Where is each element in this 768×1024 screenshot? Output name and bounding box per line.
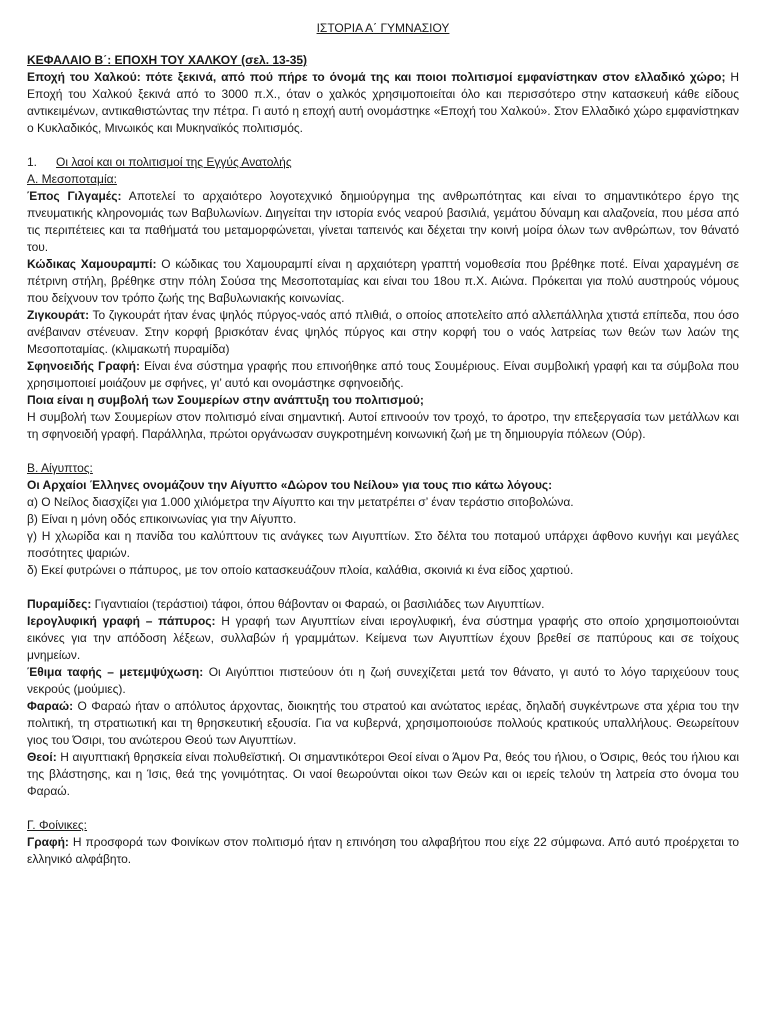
intro-question: Εποχή του Χαλκού: πότε ξεκινά, από πού πήρε το όνομά της και ποιοι πολιτισμοί εμφανίστηκαν στον ελλαδικό χώρο; [27,70,726,84]
chapter-heading: ΚΕΦΑΛΑΙΟ Β΄: ΕΠΟΧΗ ΤΟΥ ΧΑΛΚΟΥ (σελ. 13-35) [27,53,308,67]
egypt-heading: Β. Αίγυπτος: [27,461,93,475]
intro-answer: Η Εποχή του Χαλκού ξεκινά από το 3000 π.Χ., όταν ο χαλκός χρησιμοποιείται όλο και περισσότερο στην κατασκευή κάθε είδους αντικειμένων, αντικαθιστώντας την πέτρα. Γι αυτό η εποχή αυτή ονομάστηκε «Εποχή του Χαλκού». Στον Ελλαδικό χώρο εμφανίστηκαν ο Κυκλαδικός, Μινωικός και Μυκηναϊκός πολιτισμός. [27,70,740,135]
document-title: ΙΣΤΟΡΙΑ Α΄ ΓΥΜΝΑΣΙΟΥ [316,21,450,35]
hieroglyph-paragraph: Ιερογλυφική γραφή – πάπυρος: Η γραφή των Αιγυπτίων είναι ιερογλυφική, ένα σύστημα γραφής στο οποίο χρησιμοποιούνται εικόνες για την απόδοση λέξεων, συλλαβών ή γραμμάτων. Κείμενα των Αιγυπτίων έχουν βρεθεί σε παπύρους και σε τοίχους μνημείων. [27,614,739,662]
nile-gift-question: Οι Αρχαίοι Έλληνες ονομάζουν την Αίγυπτο «Δώρον του Νείλου» για τους πιο κάτω λόγους: [27,478,553,492]
writing-paragraph: Γραφή: Η προσφορά των Φοινίκων στον πολιτισμό ήταν η επινόηση του αλφαβήτου που είχε 22 σύμφωνα. Από αυτό προέρχεται το ελληνικό αλφάβητο. [27,835,739,866]
cuneiform-paragraph: Σφηνοειδής Γραφή: Είναι ένα σύστημα γραφής που επινοήθηκε από τους Σουμέριους. Είναι συμβολική γραφή και τα σύμβολα που χρησιμοποιεί μοιάζουν με σφήνες, γι’ αυτό και ονομάστηκε σφηνοειδής. [27,359,739,390]
chapter-intro [27,69,739,137]
nile-reason-c: γ) Η χλωρίδα και η πανίδα του καλύπτουν τις ανάγκες των Αιγυπτίων. Στο δέλτα του ποταμού υπάρχει άφθονο κυνήγι και μεγάλες ποσότητες ψαριών. [27,529,739,560]
burial-paragraph: Έθιμα ταφής – μετεμψύχωση: Οι Αιγύπτιοι πιστεύουν ότι η ζωή συνεχίζεται μετά τον θάνατο, γι αυτό το λόγο ταριχεύουν τους νεκρούς (μούμιες). [27,665,740,696]
pharaoh-paragraph: Φαραώ: Ο Φαραώ ήταν ο απόλυτος άρχοντας, διοικητής του στρατού και ανώτατος ιερέας, δηλαδή συγκέντρωνε στα χέρια του την πολιτική, τη στρατιωτική και τη θρησκευτική εξουσία. Για να κυβερνά, χρησιμοποιούσε πολλούς κρατικούς υπαλλήλους. Θεωρείτουν γιος του Όσιρι, του ανώτερου Θεού των Αιγυπτίων. [27,699,739,747]
nile-reason-b: β) Είναι η μόνη οδός επικοινωνίας για την Αίγυπτο. [27,512,297,526]
phoenicians-heading: Γ. Φοίνικες: [27,818,88,832]
document-page [27,20,739,868]
hammurabi-paragraph: Κώδικας Χαμουραμπί: Ο κώδικας του Χαμουραμπί είναι η αρχαιότερη γραπτή νομοθεσία που βρέθηκε ποτέ. Είναι χαραγμένη σε πέτρινη στήλη, βρέθηκε στην πόλη Σούσα της Μεσοποταμίας και είναι του 18ου π.Χ. Αιώνα. Πρόκειται για πολύ αυστηρούς νόμους που δείχνουν τον τρόπο ζωής της Βαβυλωνιακής κοινωνίας. [27,257,739,305]
nile-reason-d: δ) Εκεί φυτρώνει ο πάπυρος, με τον οποίο κατασκευάζουν πλοία, καλάθια, σκοινιά κι ένα είδος χαρτιού. [27,563,574,577]
gods-paragraph: Θεοί: Η αιγυπτιακή θρησκεία είναι πολυθεϊστική. Οι σημαντικότεροι Θεοί είναι ο Άμον Ρα, θεός του ήλιου, ο Όσιρις, θεός του ήλιου και της βλάστησης, και η Ίσις, θεά της γονιμότητας. Οι ναοί θεωρούνται οίκοι των Θεών και οι ιερείς τελούν τη λατρεία στο όνομα του Φαραώ. [27,750,739,798]
sumer-question: Ποια είναι η συμβολή των Σουμερίων στην ανάπτυξη του πολιτισμού; [27,393,424,407]
sumer-answer: Η συμβολή των Σουμερίων στον πολιτισμό είναι σημαντική. Αυτοί επινοούν τον τροχό, το άροτρο, την επεξεργασία των μετάλλων και τη σφηνοειδή γραφή. Παράλληλα, πρώτοι οργάνωσαν συγκροτημένη κοινωνική ζωή με τη δημιουργία πόλεων (Ούρ). [27,410,739,441]
ziggurat-paragraph: Ζιγκουράτ: Το ζιγκουράτ ήταν ένας ψηλός πύργος-ναός από πλιθιά, ο οποίος αποτελείτο από αλλεπάλληλα χτιστά επίπεδα, που όσο ανέβαιναν στένευαν. Στην κορφή βρισκόταν ένας ψηλός πύργος και στην κορφή του ο ναός λατρείας των θεών των λαών της Μεσοποταμίας. (κλιμακωτή πυραμίδα) [27,308,739,356]
nile-reason-a: α) Ο Νείλος διασχίζει για 1.000 χιλιόμετρα την Αίγυπτο και την μετατρέπει σ’ έναν τεράστιο σιτοβολώνα. [27,495,574,509]
section-1-heading: 1. Οι λαοί και οι πολιτισμοί της Εγγύς Ανατολής [27,155,292,169]
mesopotamia-heading: Α. Μεσοποταμία: [27,172,117,186]
pyramids-paragraph: Πυραμίδες: Γιγαντιαίοι (τεράστιοι) τάφοι, όπου θάβονταν οι Φαραώ, οι βασιλιάδες των Αιγυπτίων. [27,597,545,611]
gilgamesh-paragraph: Έπος Γιλγαμές: Αποτελεί το αρχαιότερο λογοτεχνικό δημιούργημα της ανθρωπότητας και είναι το σημαντικότερο έργο της πνευματικής κληρονομιάς των Βαβυλωνίων. Διηγείται την ιστορία ενός νεαρού βασιλιά, γεμάτου δύναμη και αλαζονεία, που μέσα από τις περιπέτειες και τα παθήματά του μεταμορφώνεται, γίνεται ταπεινός και δέχεται την κοινή μοίρα όλων των ανθρώπων, τον θάνατό του. [27,189,739,254]
